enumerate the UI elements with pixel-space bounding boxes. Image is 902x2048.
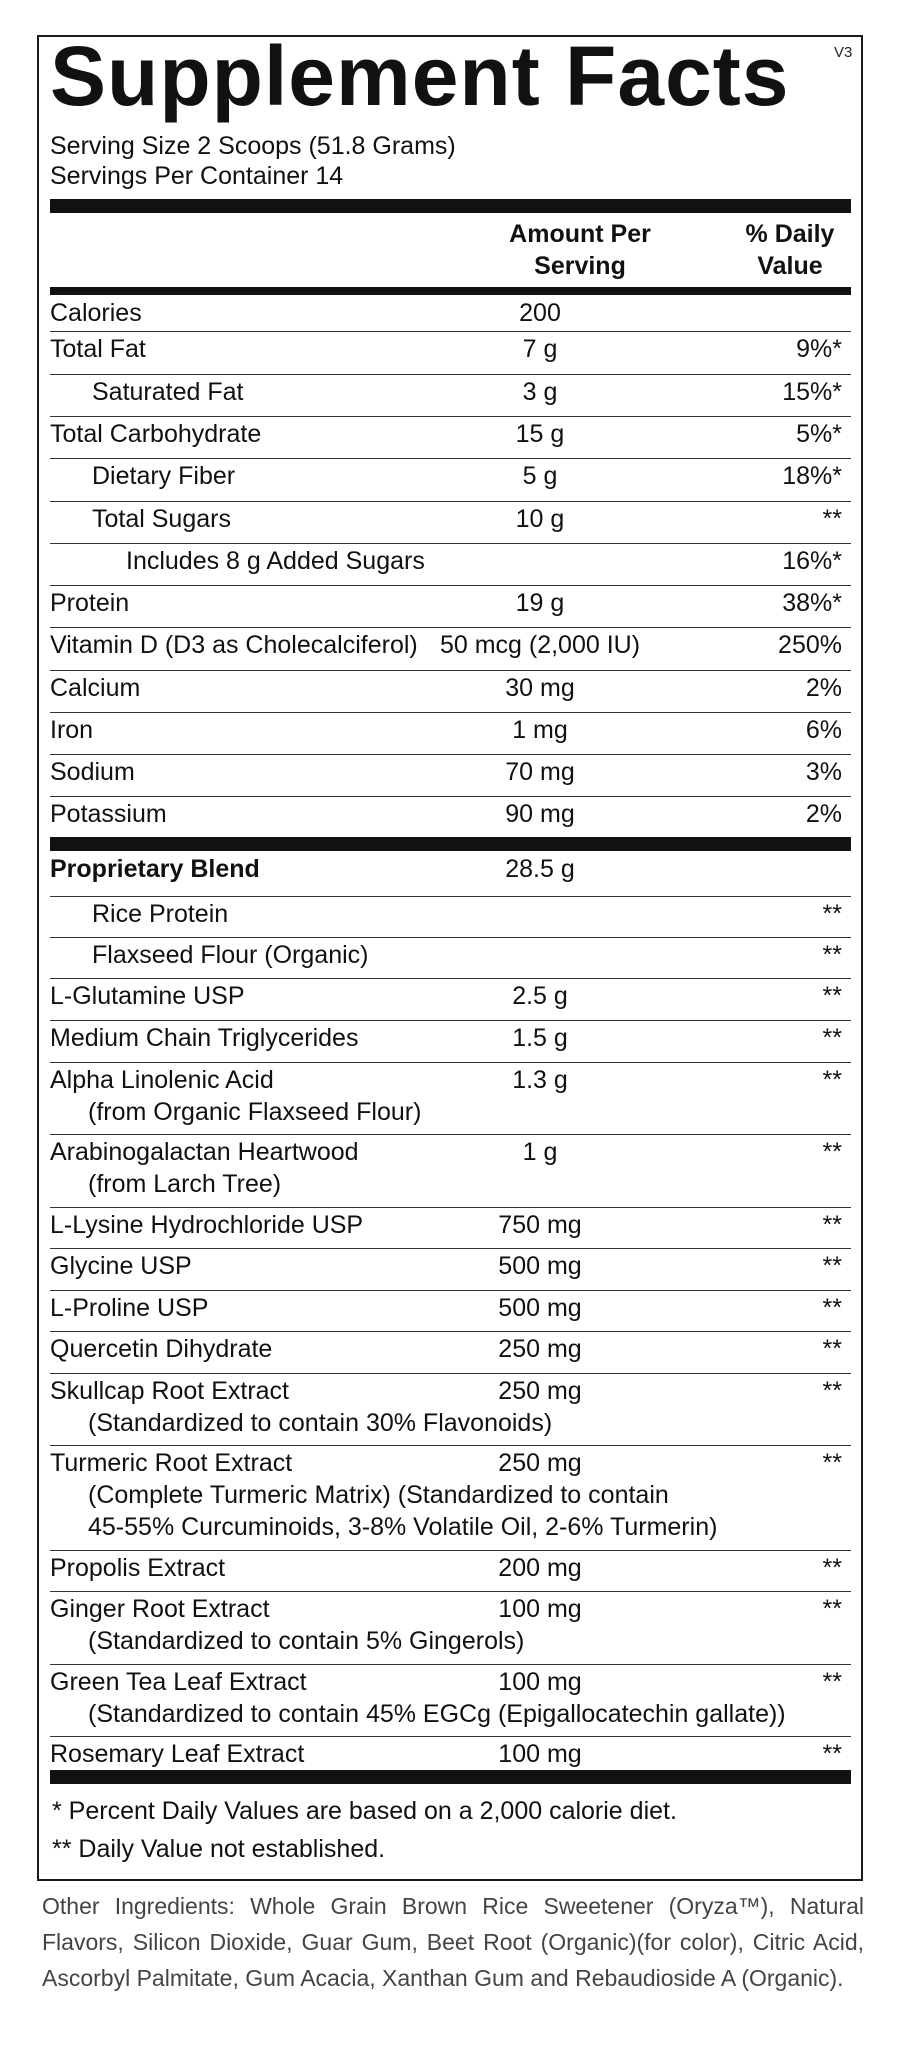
serving-size: Serving Size 2 Scoops (51.8 Grams): [50, 132, 456, 160]
blend-ingredient-row: [50, 1445, 851, 1551]
nutrient-amount: 70 mg: [505, 758, 575, 786]
blend-ingredient-description: (Standardized to contain 5% Gingerols): [88, 1627, 525, 1655]
nutrient-row: [50, 754, 851, 797]
nutrient-daily-value: 2%: [805, 800, 842, 828]
nutrient-name: Calories: [50, 299, 142, 327]
blend-ingredient-name: Rice Protein: [92, 900, 229, 928]
blend-ingredient-amount: 1.5 g: [512, 1024, 568, 1052]
blend-ingredient-daily-value: **: [822, 1066, 842, 1094]
nutrient-name: Total Sugars: [92, 505, 231, 533]
blend-ingredient-daily-value: **: [822, 1024, 842, 1052]
nutrient-daily-value: 16%*: [782, 547, 842, 575]
blend-ingredient-daily-value: **: [822, 1554, 842, 1582]
nutrient-amount: 7 g: [522, 335, 558, 363]
blend-ingredient-description: (from Organic Flaxseed Flour): [88, 1098, 422, 1126]
blend-ingredient-daily-value: **: [822, 1668, 842, 1696]
blend-ingredient-amount: 250 mg: [498, 1449, 582, 1477]
servings-per-container: Servings Per Container 14: [50, 162, 344, 190]
blend-ingredient-daily-value: **: [822, 1377, 842, 1405]
nutrient-row: [50, 796, 851, 837]
nutrient-daily-value: 18%*: [782, 462, 842, 490]
blend-ingredient-description: (Standardized to contain 30% Flavonoids): [88, 1409, 553, 1437]
blend-ingredient-row: [50, 937, 851, 979]
blend-ingredient-amount: 750 mg: [498, 1211, 582, 1239]
blend-ingredient-row: [50, 851, 851, 897]
blend-ingredient-daily-value: **: [822, 941, 842, 969]
nutrient-daily-value: 9%*: [796, 335, 842, 363]
daily-value-header: [730, 218, 850, 282]
blend-ingredient-daily-value: **: [822, 1252, 842, 1280]
blend-ingredient-description: (Complete Turmeric Matrix) (Standardized to contain: [88, 1481, 669, 1509]
nutrient-row: [50, 627, 851, 671]
blend-ingredient-row: [50, 1134, 851, 1208]
blend-ingredient-amount: 250 mg: [498, 1335, 582, 1363]
blend-ingredient-amount: 100 mg: [498, 1668, 582, 1696]
blend-ingredient-daily-value: **: [822, 1740, 842, 1768]
nutrient-amount: 30 mg: [505, 674, 575, 702]
nutrient-name: Vitamin D (D3 as Cholecalciferol): [50, 631, 418, 659]
amount-per-serving-header: [465, 218, 695, 282]
amount-header-line2: Serving: [534, 252, 626, 280]
nutrient-amount: 5 g: [522, 462, 558, 490]
nutrient-daily-value: 2%: [805, 674, 842, 702]
blend-ingredient-row: [50, 978, 851, 1021]
thick-rule-top: [50, 199, 851, 213]
nutrient-amount: 1 mg: [512, 716, 568, 744]
nutrient-amount: 200: [519, 299, 561, 327]
blend-ingredient-description: (Standardized to contain 45% EGCg (Epigallocatechin gallate)): [88, 1700, 786, 1728]
blend-ingredient-row: [50, 1664, 851, 1737]
blend-ingredient-amount: 500 mg: [498, 1294, 582, 1322]
blend-ingredient-name: Turmeric Root Extract: [50, 1449, 293, 1477]
nutrient-name: Iron: [50, 716, 94, 744]
other-ingredients: Other Ingredients: Whole Grain Brown Rice Sweetener (Oryza™), Natural Flavors, Silicon Dioxide, Guar Gum, Beet Root (Organic)(for color), Citric Acid, Ascorbyl Palmitate, Gum Acacia, Xanthan Gum and Rebaudioside A (Organic).: [42, 1893, 864, 1991]
blend-ingredient-row: [50, 1020, 851, 1063]
blend-ingredient-daily-value: **: [822, 900, 842, 928]
blend-ingredient-amount: 250 mg: [498, 1377, 582, 1405]
thick-rule-bottom: [50, 1770, 851, 1784]
blend-ingredient-amount: 200 mg: [498, 1554, 582, 1582]
blend-ingredient-amount: 100 mg: [498, 1595, 582, 1623]
nutrient-row: [50, 295, 851, 332]
footnote-not-established: ** Daily Value not established.: [52, 1835, 386, 1863]
blend-ingredient-amount: 1.3 g: [512, 1066, 568, 1094]
blend-ingredient-name: Ginger Root Extract: [50, 1595, 270, 1623]
blend-ingredient-name: Glycine USP: [50, 1252, 192, 1280]
blend-ingredient-row: [50, 1248, 851, 1291]
blend-ingredient-amount: 100 mg: [498, 1740, 582, 1768]
dv-header-line2: Value: [757, 252, 823, 280]
nutrient-row: [50, 416, 851, 459]
blend-ingredient-name: L-Lysine Hydrochloride USP: [50, 1211, 364, 1239]
footnote-daily-values: * Percent Daily Values are based on a 2,000 calorie diet.: [52, 1797, 677, 1825]
panel-title: Supplement Facts: [50, 29, 790, 123]
amount-header-line1: Amount Per: [509, 220, 651, 248]
blend-ingredient-row: [50, 896, 851, 938]
nutrient-daily-value: 5%*: [796, 420, 842, 448]
blend-ingredient-row: [50, 1062, 851, 1135]
nutrient-name: Includes 8 g Added Sugars: [126, 547, 425, 575]
nutrient-name: Calcium: [50, 674, 141, 702]
blend-ingredient-row: [50, 1207, 851, 1249]
blend-ingredient-amount: 1 g: [522, 1138, 558, 1166]
blend-ingredient-name: Proprietary Blend: [50, 855, 260, 883]
blend-ingredient-name: Alpha Linolenic Acid: [50, 1066, 274, 1094]
nutrient-amount: 19 g: [515, 589, 565, 617]
nutrient-daily-value: 250%: [778, 631, 842, 659]
nutrient-row: [50, 501, 851, 544]
blend-ingredient-daily-value: **: [822, 1335, 842, 1363]
blend-ingredient-daily-value: **: [822, 1449, 842, 1477]
blend-ingredient-name: Arabinogalactan Heartwood: [50, 1138, 359, 1166]
nutrient-daily-value: 38%*: [782, 589, 842, 617]
blend-ingredient-description-line2: 45-55% Curcuminoids, 3-8% Volatile Oil, 2-6% Turmerin): [88, 1513, 718, 1541]
nutrient-name: Protein: [50, 589, 130, 617]
nutrient-name: Saturated Fat: [92, 378, 244, 406]
blend-ingredient-daily-value: **: [822, 1211, 842, 1239]
nutrient-daily-value: 6%: [805, 716, 842, 744]
nutrient-amount: 15 g: [515, 420, 565, 448]
dv-header-line1: % Daily: [745, 220, 835, 248]
nutrient-amount: 3 g: [522, 378, 558, 406]
nutrient-row: [50, 712, 851, 755]
nutrient-daily-value: 3%: [805, 758, 842, 786]
blend-ingredient-daily-value: **: [822, 1138, 842, 1166]
blend-ingredient-name: L-Glutamine USP: [50, 982, 245, 1010]
nutrient-name: Dietary Fiber: [92, 462, 236, 490]
blend-ingredient-name: Quercetin Dihydrate: [50, 1335, 273, 1363]
blend-ingredient-amount: 2.5 g: [512, 982, 568, 1010]
nutrient-row: [50, 585, 851, 628]
nutrient-row: [50, 670, 851, 713]
nutrient-row: [50, 458, 851, 502]
blend-ingredient-name: Rosemary Leaf Extract: [50, 1740, 305, 1768]
nutrient-row: [50, 374, 851, 417]
blend-ingredient-name: Propolis Extract: [50, 1554, 226, 1582]
blend-ingredient-row: [50, 1290, 851, 1332]
nutrient-name: Potassium: [50, 800, 167, 828]
blend-ingredient-name: Skullcap Root Extract: [50, 1377, 289, 1405]
thick-rule-header: [50, 287, 851, 295]
blend-ingredient-row: [50, 1736, 851, 1770]
blend-ingredient-description: (from Larch Tree): [88, 1170, 282, 1198]
blend-ingredient-row: [50, 1331, 851, 1374]
blend-ingredient-name: Flaxseed Flour (Organic): [92, 941, 369, 969]
nutrient-amount: 10 g: [515, 505, 565, 533]
nutrient-row: [50, 331, 851, 375]
blend-ingredient-amount: 500 mg: [498, 1252, 582, 1280]
nutrient-daily-value: 15%*: [782, 378, 842, 406]
thick-rule-mid: [50, 837, 851, 851]
blend-ingredient-row: [50, 1591, 851, 1665]
blend-ingredient-daily-value: **: [822, 1595, 842, 1623]
version-label: V3: [834, 44, 853, 61]
blend-ingredient-row: [50, 1373, 851, 1446]
blend-ingredient-name: Green Tea Leaf Extract: [50, 1668, 307, 1696]
blend-ingredient-amount: 28.5 g: [505, 855, 575, 883]
nutrient-name: Sodium: [50, 758, 135, 786]
nutrient-name: Total Carbohydrate: [50, 420, 262, 448]
nutrient-row: [50, 543, 851, 586]
nutrient-daily-value: **: [822, 505, 842, 533]
blend-ingredient-row: [50, 1550, 851, 1592]
blend-ingredient-daily-value: **: [822, 982, 842, 1010]
nutrient-amount: 50 mcg (2,000 IU): [439, 631, 641, 659]
blend-ingredient-daily-value: **: [822, 1294, 842, 1322]
blend-ingredient-name: L-Proline USP: [50, 1294, 209, 1322]
nutrient-name: Total Fat: [50, 335, 146, 363]
nutrient-amount: 90 mg: [505, 800, 575, 828]
blend-ingredient-name: Medium Chain Triglycerides: [50, 1024, 359, 1052]
